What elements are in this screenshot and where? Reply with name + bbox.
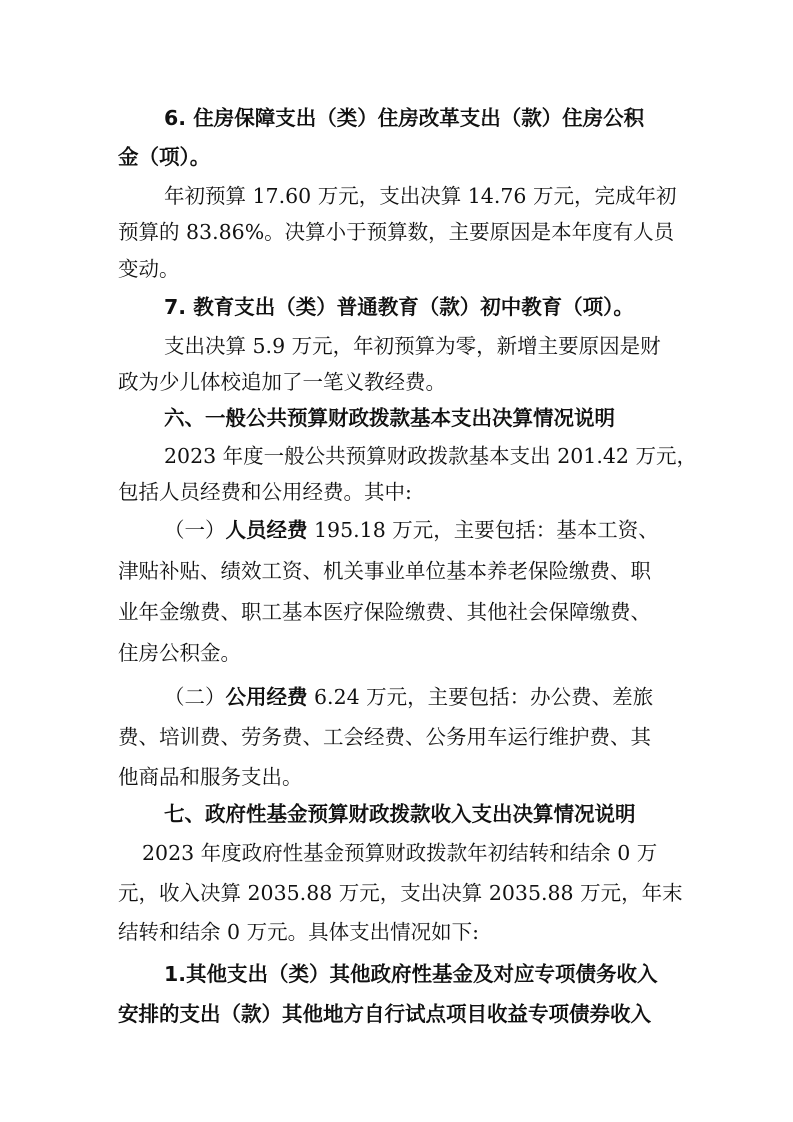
public-rest: 6.24 万元，主要包括：办公费、差旅 [307,685,654,709]
section7-body-line3: 结转和结余 0 万元。具体支出情况如下: [118,920,479,944]
item7-body-line2: 政为少儿体校追加了一笔义教经费。 [118,370,446,394]
personnel-rest: 195.18 万元，主要包括：基本工资、 [307,518,659,542]
personnel-expense-line3: 业年金缴费、职工基本医疗保险缴费、其他社会保障缴费、 [118,600,651,624]
item7-heading: 7. 教育支出（类）普通教育（款）初中教育（项）。 [164,295,634,319]
personnel-expense-line1 [164,516,659,544]
public-label: 公用经费 [225,685,308,709]
personnel-expense-line4: 住房公积金。 [118,641,241,665]
section7-item1-line2: 安排的支出（款）其他地方自行试点项目收益专项债券收入 [118,1002,651,1026]
item6-body-line1: 年初预算 17.60 万元，支出决算 14.76 万元，完成年初 [164,184,677,208]
section6-intro-line1: 2023 年度一般公共预算财政拨款基本支出 201.42 万元， [164,444,697,468]
section6-intro-line2: 包括人员经费和公用经费。其中: [118,480,412,504]
public-expense-line3: 他商品和服务支出。 [118,765,303,789]
personnel-label: 人员经费 [225,518,308,542]
section7-item1-line1: 1.其他支出（类）其他政府性基金及对应专项债务收入 [164,962,658,986]
personnel-expense-line2: 津贴补贴、绩效工资、机关事业单位基本养老保险缴费、职 [118,559,651,583]
section6-title: 六、一般公共预算财政拨款基本支出决算情况说明 [164,406,615,430]
item6-body-line3: 变动。 [118,257,180,281]
public-expense-line1 [164,683,653,711]
section7-body-line1: 2023 年度政府性基金预算财政拨款年初结转和结余 0 万 [142,841,658,865]
personnel-prefix: （一） [164,518,226,542]
item7-body-line1: 支出决算 5.9 万元，年初预算为零，新增主要原因是财 [164,334,661,358]
section7-body-line2: 元，收入决算 2035.88 万元，支出决算 2035.88 万元，年末 [118,881,683,905]
item6-heading-line2: 金（项）。 [118,145,211,169]
item6-body-line2: 预算的 83.86%。决算小于预算数，主要原因是本年度有人员 [118,220,675,244]
public-prefix: （二） [164,685,226,709]
item6-heading-line1: 6. 住房保障支出（类）住房改革支出（款）住房公积 [164,106,645,130]
public-expense-line2: 费、培训费、劳务费、工会经费、公务用车运行维护费、其 [118,725,651,749]
section7-title: 七、政府性基金预算财政拨款收入支出决算情况说明 [164,802,636,826]
